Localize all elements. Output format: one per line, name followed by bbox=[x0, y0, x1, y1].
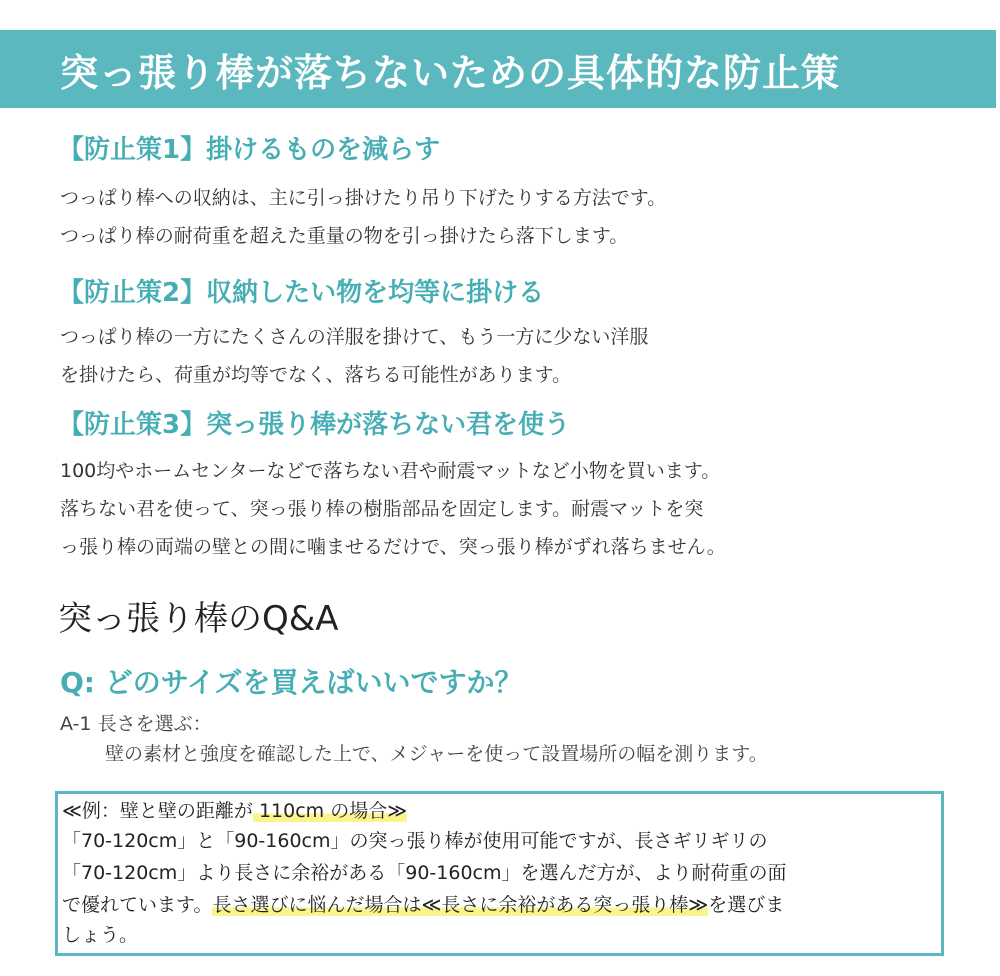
text-line: つっぱり棒の耐荷重を超えた重量の物を引っ掛けたら落下します。 bbox=[60, 225, 629, 247]
answer-text: 壁の素材と強度を確認した上で、メジャーを使って設置場所の幅を測ります。 bbox=[105, 743, 768, 765]
section-text-3 bbox=[60, 452, 726, 566]
page-title: 突っ張り棒が落ちないための具体的な防止策 bbox=[60, 51, 841, 95]
text-line: 落ちない君を使って、突っ張り棒の樹脂部品を固定します。耐震マットを突 bbox=[60, 498, 704, 520]
answer-label: A-1 長さを選ぶ： bbox=[60, 713, 212, 735]
example-line-5: しょう。 bbox=[62, 924, 139, 946]
example-line-2: 「70-120cm」と「90-160cm」の突っ張り棒が使用可能ですが、長さギリギリの bbox=[62, 830, 768, 852]
example-label: ≪例：壁と壁の距離が bbox=[62, 800, 253, 822]
section-text-2 bbox=[60, 318, 648, 394]
example-line-1 bbox=[62, 796, 407, 826]
highlighted-text: 長さ選びに悩んだ場合は≪長さに余裕がある突っ張り棒≫ bbox=[212, 894, 709, 916]
section-text-1 bbox=[60, 179, 666, 255]
text-line: っ張り棒の両端の壁との間に噛ませるだけで、突っ張り棒がずれ落ちません。 bbox=[60, 536, 726, 558]
example-line-4 bbox=[62, 890, 784, 920]
qa-title: 突っ張り棒のQ&A bbox=[58, 599, 339, 639]
section-heading-2: 【防止策2】収納したい物を均等に掛ける bbox=[58, 278, 545, 308]
section-heading-3: 【防止策3】突っ張り棒が落ちない君を使う bbox=[58, 410, 571, 440]
example-text: を選びま bbox=[708, 894, 785, 916]
example-line-3: 「70-120cm」より長さに余裕がある「90-160cm」を選んだ方が、より耐荷重の面 bbox=[62, 862, 787, 884]
question-heading: Q: どのサイズを買えばいいですか？ bbox=[60, 666, 523, 699]
text-line: つっぱり棒の一方にたくさんの洋服を掛けて、もう一方に少ない洋服 bbox=[60, 326, 649, 348]
text-line: を掛けたら、荷重が均等でなく、落ちる可能性があります。 bbox=[60, 364, 572, 386]
text-line: つっぱり棒への収納は、主に引っ掛けたり吊り下げたりする方法です。 bbox=[60, 187, 667, 209]
section-heading-1: 【防止策1】掛けるものを減らす bbox=[58, 135, 441, 165]
highlighted-text: 110cm の場合≫ bbox=[252, 800, 408, 822]
text-line: 100均やホームセンターなどで落ちない君や耐震マットなど小物を買います。 bbox=[60, 460, 721, 482]
example-text: で優れています。 bbox=[62, 894, 213, 916]
